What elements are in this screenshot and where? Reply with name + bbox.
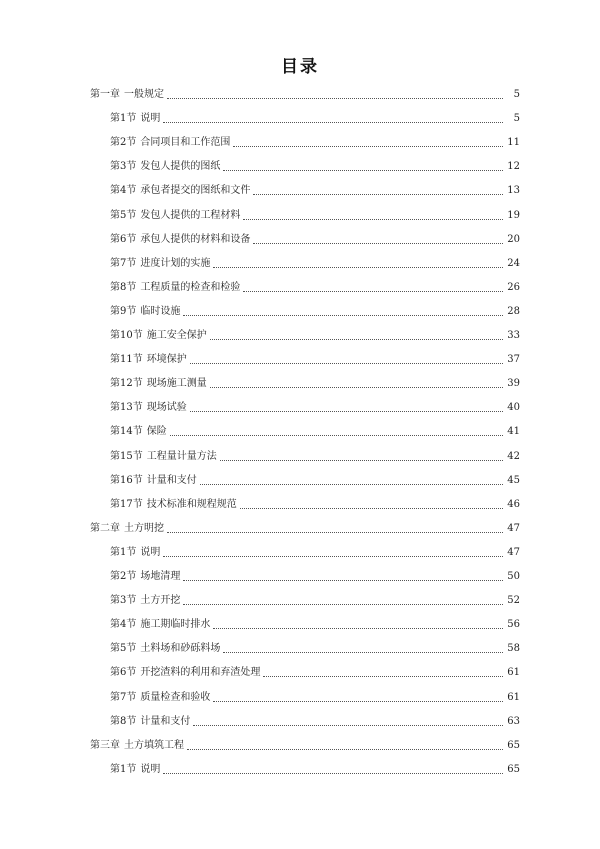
dot-leader <box>163 772 503 774</box>
dot-leader <box>193 724 503 726</box>
toc-page-number: 63 <box>507 715 520 727</box>
toc-entry-label: 说明 <box>140 546 161 558</box>
toc-entry-label: 土方填筑工程 <box>124 739 184 751</box>
toc-chapter-entry[interactable] <box>90 735 520 753</box>
toc-entry-label: 环境保护 <box>146 354 187 366</box>
dot-leader <box>167 97 503 99</box>
toc-entry-number: 第一章 <box>90 89 120 100</box>
dot-leader <box>223 651 503 653</box>
toc-entry-number: 第1节 <box>110 113 137 125</box>
toc-chapter-entry[interactable] <box>90 84 520 102</box>
toc-section-entry[interactable] <box>110 229 520 247</box>
dot-leader <box>163 121 503 123</box>
dot-leader <box>183 579 503 581</box>
toc-entry-number: 第4节 <box>110 185 137 197</box>
toc-entry-label: 工程质量的检查和检验 <box>140 281 241 293</box>
dot-leader <box>167 531 503 533</box>
toc-entry-number: 第5节 <box>110 643 137 655</box>
dot-leader <box>170 434 503 436</box>
toc-section-entry[interactable] <box>110 180 520 198</box>
toc-page-number: 47 <box>507 522 520 534</box>
toc-section-entry[interactable] <box>110 614 520 632</box>
toc-entry-label: 计量和支付 <box>140 715 191 727</box>
toc-page-number: 50 <box>507 571 520 582</box>
toc-chapter-entry[interactable] <box>90 518 520 536</box>
toc-page-number: 5 <box>513 113 520 125</box>
toc-entry-number: 第8节 <box>110 281 137 293</box>
toc-page-number: 28 <box>507 305 520 317</box>
toc-entry-label: 现场施工测量 <box>146 378 207 390</box>
toc-entry-label: 一般规定 <box>124 89 164 100</box>
toc-page-number: 46 <box>507 498 520 510</box>
toc-entry-label: 发包人提供的图纸 <box>140 161 221 173</box>
toc-page-number: 65 <box>507 763 520 775</box>
dot-leader <box>213 627 503 629</box>
dot-leader <box>210 338 503 340</box>
toc-entry-label: 开挖渣料的利用和弃渣处理 <box>140 667 261 679</box>
toc-entry-number: 第二章 <box>90 522 120 534</box>
toc-entry-label: 场地清理 <box>140 571 181 582</box>
toc-section-entry[interactable] <box>110 277 520 295</box>
toc-page-number: 41 <box>507 426 520 438</box>
toc-page-number: 40 <box>507 402 520 414</box>
dot-leader <box>233 145 503 147</box>
dot-leader <box>210 386 503 388</box>
dot-leader <box>243 218 503 220</box>
toc-entry-label: 土方明挖 <box>124 522 164 534</box>
toc-page-number: 37 <box>507 354 520 366</box>
toc-entry-number: 第10节 <box>110 330 143 341</box>
toc-entry-number: 第12节 <box>110 378 143 390</box>
toc-section-entry[interactable] <box>110 638 520 656</box>
toc-entry-label: 土料场和砂砾料场 <box>140 643 221 655</box>
toc-entry-number: 第9节 <box>110 305 137 317</box>
toc-section-entry[interactable] <box>110 494 520 512</box>
dot-leader <box>187 748 503 750</box>
toc-entry-label: 工程量计量方法 <box>146 450 217 462</box>
dot-leader <box>200 483 503 485</box>
toc-page-number: 61 <box>507 667 520 679</box>
toc-entry-number: 第16节 <box>110 474 143 486</box>
dot-leader <box>220 459 503 461</box>
toc-page-number: 65 <box>507 739 520 751</box>
toc-entry-label: 承包人提供的材料和设备 <box>140 233 251 245</box>
dot-leader <box>213 266 503 268</box>
toc-section-entry[interactable] <box>110 470 520 488</box>
toc-section-entry[interactable] <box>110 301 520 319</box>
dot-leader <box>253 242 503 244</box>
toc-entry-number: 第1节 <box>110 763 137 775</box>
toc-entry-number: 第6节 <box>110 233 137 245</box>
toc-entry-number: 第17节 <box>110 498 143 510</box>
toc-entry-number: 第3节 <box>110 161 137 173</box>
toc-entry-number: 第4节 <box>110 619 137 631</box>
toc-section-entry[interactable] <box>110 421 520 439</box>
toc-page-number: 13 <box>507 185 520 197</box>
dot-leader <box>190 410 503 412</box>
toc-entry-number: 第7节 <box>110 257 137 269</box>
toc-section-entry[interactable] <box>110 373 520 391</box>
toc-page-number: 24 <box>507 257 520 269</box>
toc-entry-label: 质量检查和验收 <box>140 691 211 703</box>
toc-entry-number: 第13节 <box>110 402 143 414</box>
toc-entry-label: 现场试验 <box>146 402 187 414</box>
toc-section-entry[interactable] <box>110 325 520 343</box>
toc-entry-label: 施工期临时排水 <box>140 619 211 631</box>
toc-section-entry[interactable] <box>110 349 520 367</box>
toc-page-number: 56 <box>507 619 520 631</box>
dot-leader <box>213 700 503 702</box>
toc-page-number: 11 <box>507 137 520 149</box>
toc-section-entry[interactable] <box>110 253 520 271</box>
toc-entry-label: 发包人提供的工程材料 <box>140 209 241 221</box>
toc-entry-number: 第6节 <box>110 667 137 679</box>
toc-page-number: 26 <box>507 281 520 293</box>
toc-page-number: 61 <box>507 691 520 703</box>
toc-page-number: 12 <box>507 161 520 173</box>
toc-section-entry[interactable] <box>110 205 520 223</box>
toc-page-number: 19 <box>507 209 520 221</box>
toc-entry-number: 第3节 <box>110 595 137 607</box>
toc-entry-label: 施工安全保护 <box>146 330 207 341</box>
toc-entry-label: 技术标准和规程规范 <box>146 498 237 510</box>
toc-entry-label: 计量和支付 <box>146 474 197 486</box>
toc-entry-label: 承包者提交的图纸和文件 <box>140 185 251 197</box>
toc-entry-label: 土方开挖 <box>140 595 181 607</box>
toc-page-number: 33 <box>507 330 520 341</box>
dot-leader <box>183 603 503 605</box>
toc-entry-label: 合同项目和工作范围 <box>140 137 231 149</box>
toc-entry-label: 保险 <box>146 426 167 438</box>
dot-leader <box>243 290 503 292</box>
dot-leader <box>183 314 503 316</box>
dot-leader <box>240 507 503 509</box>
toc-section-entry[interactable] <box>110 759 520 777</box>
toc-entry-label: 临时设施 <box>140 305 181 317</box>
toc-page-number: 42 <box>507 450 520 462</box>
toc-section-entry[interactable] <box>110 687 520 705</box>
toc-section-entry[interactable] <box>110 711 520 729</box>
toc-section-entry[interactable] <box>110 132 520 150</box>
dot-leader <box>223 169 503 171</box>
toc-section-entry[interactable] <box>110 397 520 415</box>
toc-page-number: 20 <box>507 233 520 245</box>
toc-entry-number: 第三章 <box>90 739 120 751</box>
toc-entry-label: 说明 <box>140 113 161 125</box>
toc-section-entry[interactable] <box>110 662 520 680</box>
dot-leader <box>253 193 503 195</box>
toc-entry-label: 说明 <box>140 763 161 775</box>
toc-entry-number: 第15节 <box>110 450 143 462</box>
toc-page-number: 5 <box>513 89 520 100</box>
toc-entry-number: 第11节 <box>110 354 143 366</box>
toc-entry-number: 第7节 <box>110 691 137 703</box>
toc-entry-number: 第2节 <box>110 137 137 149</box>
dot-leader <box>163 555 503 557</box>
toc-page-number: 47 <box>507 546 520 558</box>
toc-entry-number: 第5节 <box>110 209 137 221</box>
toc-section-entry[interactable] <box>110 108 520 126</box>
toc-section-entry[interactable] <box>110 446 520 464</box>
toc-page-number: 45 <box>507 474 520 486</box>
toc-entry-label: 进度计划的实施 <box>140 257 211 269</box>
dot-leader <box>263 675 503 677</box>
toc-section-entry[interactable] <box>110 542 520 560</box>
toc-page-number: 58 <box>507 643 520 655</box>
toc-page-number: 52 <box>507 595 520 607</box>
toc-entry-number: 第14节 <box>110 426 143 438</box>
toc-page-number: 39 <box>507 378 520 390</box>
toc-section-entry[interactable] <box>110 156 520 174</box>
toc-entry-number: 第8节 <box>110 715 137 727</box>
page-title: 目录 <box>281 57 319 77</box>
toc-entry-number: 第2节 <box>110 571 137 582</box>
toc-entry-number: 第1节 <box>110 546 137 558</box>
toc-section-entry[interactable] <box>110 566 520 584</box>
toc-section-entry[interactable] <box>110 590 520 608</box>
dot-leader <box>190 362 503 364</box>
